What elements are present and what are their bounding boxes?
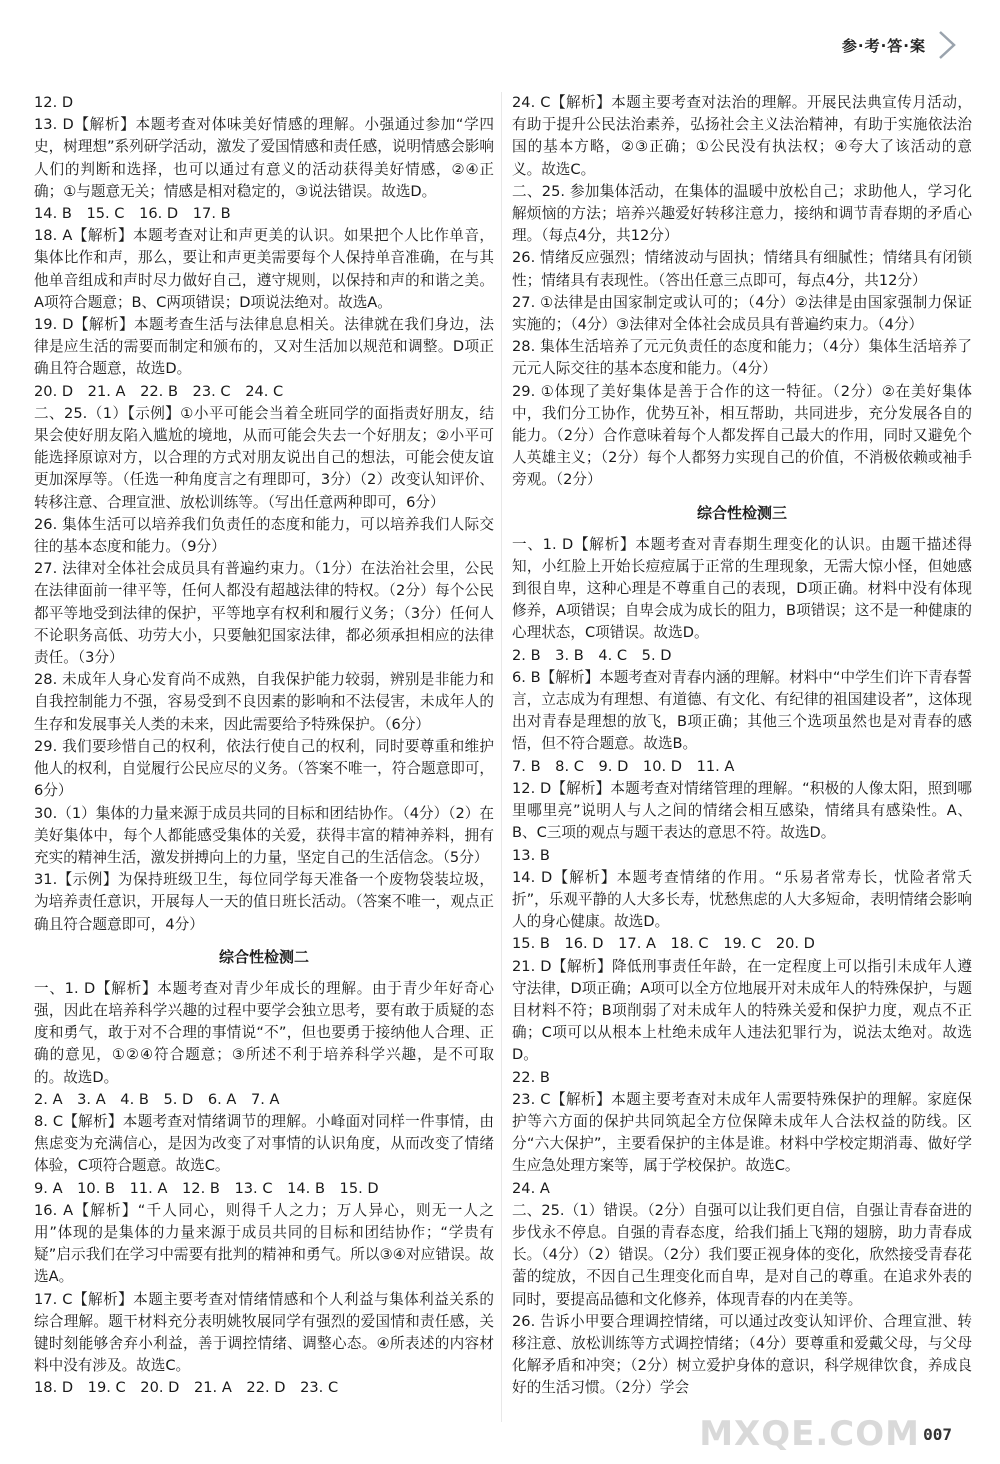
answer-entry: 27. ①法律是由国家制定或认可的；（4分）②法律是由国家强制力保证实施的；（4分）③法律对全体社会成员具有普遍约束力。（4分） [512, 293, 972, 334]
header-label: 参·考·答·案 [841, 36, 926, 55]
answer-entry: 29. 我们要珍惜自己的权利，依法行使自己的权利，同时要尊重和维护他人的权利，自觉履行公民应尽的义务。（答案不唯一，符合题意即可，6分） [34, 737, 494, 800]
answer-entry: 26. 告诉小甲要合理调控情绪，可以通过改变认知评价、合理宣泄、转移注意、放松训练等方式调控情绪；（4分）要尊重和爱戴父母，与父母化解矛盾和冲突；（2分）树立爱护身体的意识，科学规律饮食，养成良好的生活习惯。（2分）学会 [512, 1312, 972, 1397]
answer-entry: 一、1. D【解析】本题考查对青少年成长的理解。由于青少年好奇心强，因此在培养科学兴趣的过程中要学会独立思考，要有敢于质疑的态度和勇气，敢于对不合理的事情说“不”，但也要勇于接纳他人合理、正确的意见，①②④符合题意；③所述不利于培养科学兴趣，是不可取的。故选D。 [34, 979, 494, 1086]
page-header [842, 30, 958, 60]
answer-entry: 6. B【解析】本题考查对青春内涵的理解。材料中“中学生们许下青春誓言，立志成为有理想、有道德、有文化、有纪律的祖国建设者”，这体现出对青春是理想的放飞，B项正确；其他三个选项虽然也是对青春的感悟，但不符合题意。故选B。 [512, 668, 972, 753]
section-title: 综合性检测三 [696, 503, 787, 522]
answer-entry: 28. 集体生活培养了元元负责任的态度和能力；（4分）集体生活培养了元元人际交往的基本态度和能力。（4分） [512, 338, 972, 378]
chevron-right-icon [936, 30, 958, 60]
answer-entry: 15. B 16. D 17. A 18. C 19. C 20. D [512, 935, 815, 953]
answer-entry: 29. ①体现了美好集体是善于合作的这一特征。（2分）②在美好集体中，我们分工协作，优势互补，相互帮助，共同进步，充分发展各自的能力。（2分）合作意味着每个人都发挥自己最大的作用，同时又避免个人英雄主义；（2分）每个人都努力实现自己的价值，不消极依赖或袖手旁观。（2分） [512, 382, 972, 489]
column-divider [501, 92, 502, 1422]
answer-entry: 26. 情绪反应强烈；情绪波动与固执；情绪具有细腻性；情绪具有闭锁性；情绪具有表现性。（答出任意三点即可，每点4分，共12分） [512, 249, 972, 289]
answer-entry: 8. C【解析】本题考查对情绪调节的理解。小峰面对同样一件事情，由焦虑变为充满信心，是因为改变了对事情的认识角度，从而改变了情绪体验，C项符合题意。故选C。 [34, 1112, 494, 1175]
answer-entry: 2. B 3. B 4. C 5. D [512, 646, 672, 664]
section-title: 综合性检测二 [218, 947, 309, 966]
answer-entry: 24. A [512, 1179, 550, 1197]
answer-entry: 二、25.（1）【示例】①小平可能会当着全班同学的面指责好朋友，结果会使好朋友陷入尴尬的境地，从而可能会失去一个好朋友；②小平可能选择原谅对方，以合理的方式对朋友说出自己的想法，可能会使友谊更加深厚等。（任选一种角度言之有理即可，3分）（2）改变认知评价、转移注意、合理宣泄、放松训练等。（写出任意两种即可，6分） [34, 404, 494, 511]
answer-entry: 18. D 19. C 20. D 21. A 22. D 23. C [34, 1379, 339, 1397]
answer-entry: 二、25. 参加集体活动，在集体的温暖中放松自己；求助他人，学习化解烦恼的方法；培养兴趣爱好转移注意力，接纳和调节青春期的矛盾心理。（每点4分，共12分） [512, 182, 972, 245]
answer-entry: 24. C【解析】本题主要考查对法治的理解。开展民法典宣传月活动，有助于提升公民法治素养，弘扬社会主义法治精神，有助于实施依法治国的基本方略，②③正确；①公民没有执法权；④夸大了该活动的意义。故选C。 [512, 94, 972, 178]
answer-entry: 22. B [512, 1068, 550, 1086]
answer-entry: 13. D【解析】本题考查对体味美好情感的理解。小强通过参加“学四史，树理想”系列研学活动，激发了爱国情感和责任感，说明情感会影响人们的判断和选择，也可以通过有意义的活动获得美好情感，②④正确；①与题意无关；情感是相对稳定的，③说法错误。故选D。 [34, 116, 494, 200]
answer-entry: 18. A【解析】本题考查对让和声更美的认识。如果把个人比作单音，集体比作和声，那么，要让和声更美需要每个人保持单音准确，在与其他单音组成和声时尽力做好自己，遵守规则，以保持和声的和谐之美。A项符合题意；B、C两项错误；D项说法绝对。故选A。 [34, 227, 494, 311]
watermark: MXQE.COM [699, 1414, 920, 1454]
answer-entry: 12. D [34, 94, 74, 111]
answer-entry: 7. B 8. C 9. D 10. D 11. A [512, 757, 735, 775]
page-number: 007 [923, 1425, 952, 1444]
answer-entry: 21. D【解析】降低刑事责任年龄，在一定程度上可以指引未成年人遵守法律，D项正确；A项可以全方位地展开对未成年人的特殊保护，与题目材料不符；B项削弱了对未成年人的特殊关爱和保护力度，观点不正确；C项可以从根本上杜绝未成年人违法犯罪行为，说法太绝对。故选D。 [512, 957, 972, 1064]
answer-entry: 9. A 10. B 11. A 12. B 13. C 14. B 15. D [34, 1179, 379, 1197]
answer-entry: 16. A【解析】“千人同心，则得千人之力；万人异心，则无一人之用”体现的是集体的力量来源于成员共同的目标和团结协作；“学贵有疑”启示我们在学习中需要有批判的精神和勇气。所以③④对应错误。故选A。 [34, 1201, 494, 1286]
answer-entry: 14. D【解析】本题考查情绪的作用。“乐易者常寿长，忧险者常夭折”，乐观平静的人大多长寿，忧愁焦虑的人大多短命，表明情绪会影响人的身心健康。故选D。 [512, 868, 972, 931]
answer-entry: 20. D 21. A 22. B 23. C 24. C [34, 382, 284, 400]
answer-entry: 12. D【解析】本题考查对情绪管理的理解。“积极的人像太阳，照到哪里哪里亮”说明人与人之间的情绪会相互感染，情绪具有感染性。A、B、C三项的观点与题干表达的意思不符。故选D。 [512, 779, 972, 842]
answer-entry: 14. B 15. C 16. D 17. B [34, 205, 231, 223]
answer-entry: 17. C【解析】本题主要考查对情绪情感和个人利益与集体利益关系的综合理解。题干材料充分表明姚牧展同学有强烈的爱国情和责任感，关键时刻能够舍弃小利益，善于调控情绪、调整心态。④所表述的内容材料中没有涉及。故选C。 [34, 1290, 494, 1375]
answer-entry: 31.【示例】为保持班级卫生，每位同学每天准备一个废物袋装垃圾，为培养责任意识，开展每人一天的值日班长活动。（答案不唯一，观点正确且符合题意即可，4分） [34, 871, 494, 933]
answer-entry: 2. A 3. A 4. B 5. D 6. A 7. A [34, 1090, 280, 1108]
left-column [34, 92, 494, 1400]
answer-entry: 30.（1）集体的力量来源于成员共同的目标和团结协作。（4分）（2）在美好集体中，每个人都能感受集体的关爱，获得丰富的精神养料，拥有充实的精神生活，激发拼搏向上的力量，坚定自己的生活信念。（5分） [34, 804, 494, 866]
answer-entry: 26. 集体生活可以培养我们负责任的态度和能力，可以培养我们人际交往的基本态度和能力。（9分） [34, 515, 494, 556]
answer-entry: 13. B [512, 846, 550, 864]
answer-entry: 27. 法律对全体社会成员具有普遍约束力。（1分）在法治社会里，公民在法律面前一律平等，任何人都没有超越法律的特权。（2分）每个公民都平等地受到法律的保护，平等地享有权利和履行义务；（3分）任何人不论职务高低、功劳大小，只要触犯国家法律，都必须承担相应的法律责任。（3分） [34, 560, 494, 667]
answer-entry: 23. C【解析】本题主要考查对未成年人需要特殊保护的理解。家庭保护等六方面的保护共同筑起全方位保障未成年人合法权益的防线。区分“六大保护”，主要看保护的主体是谁。材料中学校定期消毒、做好学生应急处理方案等，属于学校保护。故选C。 [512, 1090, 972, 1175]
right-column [512, 92, 972, 1400]
answer-entry: 28. 未成年人身心发育尚不成熟，自我保护能力较弱，辨别是非能力和自我控制能力不强，容易受到不良因素的影响和不法侵害，未成年人的生存和发展事关人类的未来，因此需要给予特殊保护。（6分） [34, 671, 494, 733]
answer-entry: 19. D【解析】本题考查生活与法律息息相关。法律就在我们身边，法律是应生活的需要而制定和颁布的，又对生活加以规范和调整。D项正确且符合题意，故选D。 [34, 316, 494, 378]
answer-entry: 一、1. D【解析】本题考查对青春期生理变化的认识。由题干描述得知，小红脸上开始长痘痘属于正常的生理现象，无需大惊小怪，但她感到很自卑，这种心理是不尊重自己的表现，D项正确。材料中没有体现修养，A项错误；自卑会成为成长的阻力，B项错误；这不是一种健康的心理状态，C项错误。故选D。 [512, 535, 972, 642]
answer-entry: 二、25.（1）错误。（2分）自强可以让我们更自信，自强让青春奋进的步伐永不停息。自强的青春态度，给我们插上飞翔的翅膀，助力青春成长。（4分）（2）错误。（2分）我们要正视身体的变化，欣然接受青春花蕾的绽放，不因自己生理变化而自卑，是对自己的尊重。在追求外表的同时，要提高品德和文化修养，体现青春的内在美等。 [512, 1201, 972, 1308]
